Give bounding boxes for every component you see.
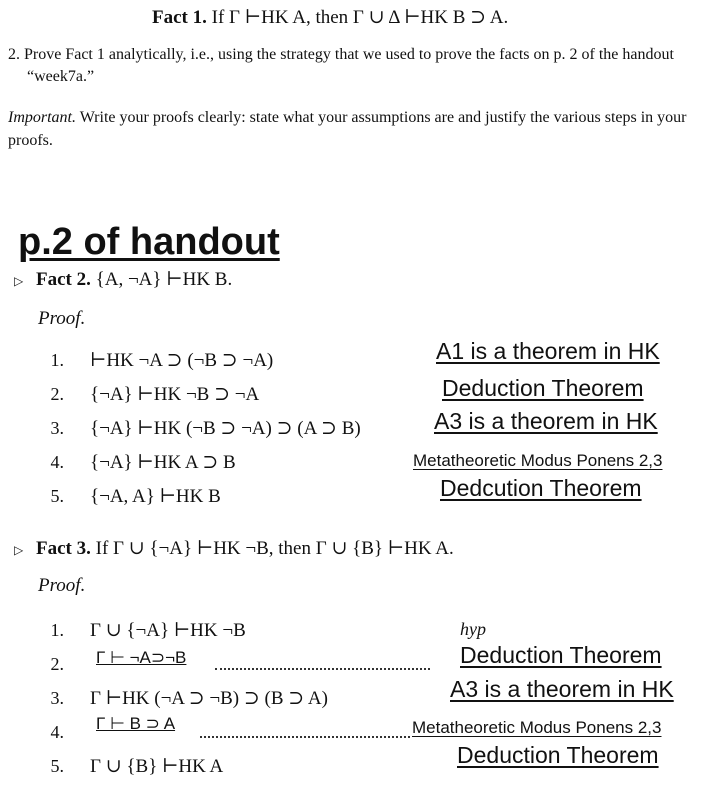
fact3-proof-label: Proof. (38, 575, 86, 596)
fact3-step-num: 4. (50, 722, 64, 742)
fact2-step-justification: A3 is a theorem in HK (434, 408, 658, 434)
handout-title: p.2 of handout (18, 221, 280, 263)
triangle-bullet-icon: ▷ (14, 274, 24, 288)
fact2-step-num: 3. (50, 418, 64, 438)
fact3-step-formula: Γ ∪ {¬A} ⊢HK ¬B (90, 620, 246, 641)
fact2-step-formula: {¬A} ⊢HK A ⊃ B (90, 452, 236, 473)
dotted-leader (200, 736, 410, 738)
triangle-bullet-icon: ▷ (14, 543, 24, 557)
fact2-heading (14, 268, 232, 291)
fact2-step-num: 2. (50, 384, 64, 404)
fact1-label: Fact 1. (152, 7, 207, 28)
dotted-leader (215, 668, 430, 670)
fact2-proof-label: Proof. (38, 308, 86, 329)
fact3-heading (14, 537, 454, 560)
fact1-heading (152, 6, 508, 29)
fact3-step-justification: Deduction Theorem (457, 742, 659, 768)
important-text: Write your proofs clearly: state what your assumptions are and justify the various steps in your proofs. (8, 109, 687, 149)
fact2-step-formula: {¬A, A} ⊢HK B (90, 486, 221, 507)
fact2-step-justification: Deduction Theorem (442, 375, 644, 401)
fact2-step-formula: ⊢HK ¬A ⊃ (¬B ⊃ ¬A) (90, 350, 274, 371)
fact2-step-num: 1. (50, 350, 64, 370)
fact2-step-num: 4. (50, 452, 64, 472)
fact3-step-justification: Deduction Theorem (460, 642, 662, 668)
fact3-step-num: 1. (50, 620, 64, 640)
important-note (8, 106, 708, 152)
fact3-label: Fact 3. (36, 538, 91, 559)
fact2-step-num: 5. (50, 486, 64, 506)
fact3-step-formula: Γ ⊢ B ⊃ A (96, 714, 176, 733)
exercise-2 (8, 44, 708, 88)
fact3-step-justification: Metatheoretic Modus Ponens 2,3 (412, 718, 662, 737)
fact2-step-justification: A1 is a theorem in HK (436, 338, 660, 364)
fact3-step-formula: Γ ⊢ ¬A⊃¬B (96, 648, 187, 667)
fact2-label: Fact 2. (36, 269, 91, 290)
important-label: Important. (8, 109, 76, 126)
fact3-step-num: 2. (50, 654, 64, 674)
fact2-statement: {A, ¬A} ⊢HK B. (95, 269, 233, 290)
fact2-step-formula: {¬A} ⊢HK (¬B ⊃ ¬A) ⊃ (A ⊃ B) (90, 418, 361, 439)
fact1-text: If Γ ⊢HK A, then Γ ∪ Δ ⊢HK B ⊃ A. (211, 7, 509, 28)
fact3-step-justification: hyp (460, 619, 486, 639)
fact2-step-formula: {¬A} ⊢HK ¬B ⊃ ¬A (90, 384, 260, 405)
exercise-2-line1: 2. Prove Fact 1 analytically, i.e., using the strategy that we used to prove the facts on p. 2 (8, 46, 578, 63)
fact2-step-justification: Metatheoretic Modus Ponens 2,3 (413, 451, 663, 470)
fact3-statement: If Γ ∪ {¬A} ⊢HK ¬B, then Γ ∪ {B} ⊢HK A. (95, 538, 454, 559)
fact3-step-formula: Γ ⊢HK (¬A ⊃ ¬B) ⊃ (B ⊃ A) (90, 688, 328, 709)
fact2-step-justification: Dedcution Theorem (440, 475, 642, 501)
exercise-2-line2: of the handout “week7a.” (27, 46, 674, 85)
fact3-step-justification: A3 is a theorem in HK (450, 676, 674, 702)
fact3-step-num: 5. (50, 756, 64, 776)
fact3-step-num: 3. (50, 688, 64, 708)
fact3-step-formula: Γ ∪ {B} ⊢HK A (90, 756, 224, 777)
